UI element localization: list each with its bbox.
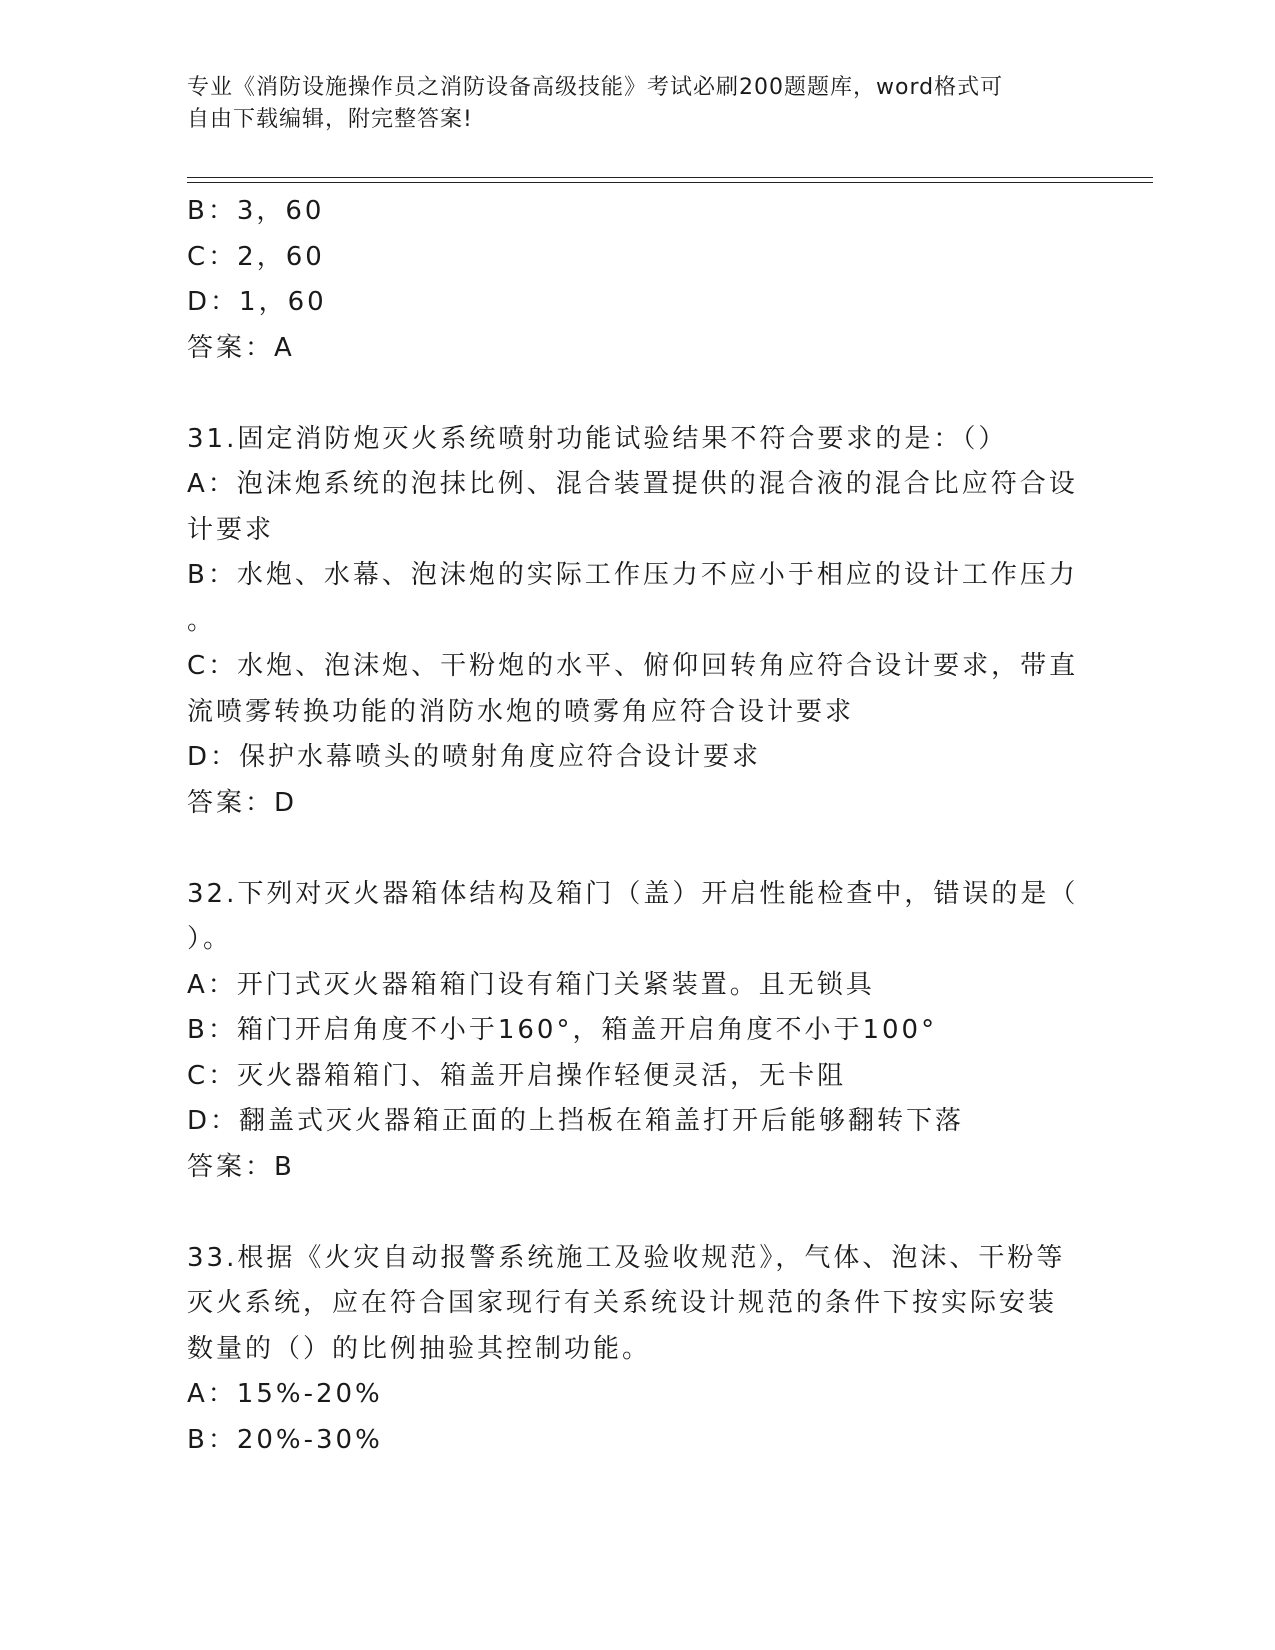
option-a-line-2: 计要求: [187, 514, 275, 545]
page-header: [187, 72, 1067, 136]
option-b: B：3，60: [187, 196, 325, 226]
question-31: [187, 417, 1079, 827]
header-line-1: 专业《消防设施操作员之消防设备高级技能》考试必刷200题题库，word格式可: [187, 75, 1004, 100]
question-30-tail: [187, 189, 1067, 371]
header-rule-bottom: [187, 182, 1153, 183]
option-c: C：灭火器箱箱门、箱盖开启操作轻便灵活，无卡阻: [187, 1060, 847, 1091]
option-c-line-1: C：水炮、泡沫炮、干粉炮的水平、俯仰回转角应符合设计要求，带直: [187, 651, 1079, 681]
question-32: [187, 872, 1079, 1191]
spacer: [187, 371, 1067, 417]
answer: 答案：A: [187, 332, 295, 363]
question-stem-line-1: 32.下列对灭火器箱体结构及箱门（盖）开启性能检查中，错误的是（: [187, 878, 1079, 909]
question-33: [187, 1236, 1067, 1464]
option-d: D：翻盖式灭火器箱正面的上挡板在箱盖打开后能够翻转下落: [187, 1106, 965, 1136]
spacer: [187, 1190, 1067, 1236]
spacer: [187, 826, 1067, 872]
answer: 答案：B: [187, 1151, 295, 1182]
question-stem-line-3: 数量的（）的比例抽验其控制功能。: [187, 1333, 652, 1364]
header-line-2: 自由下载编辑，附完整答案!: [187, 107, 473, 132]
question-stem-line-2: ）。: [187, 924, 233, 954]
question-stem-line-1: 33.根据《火灾自动报警系统施工及验收规范》，气体、泡沫、干粉等: [187, 1242, 1066, 1273]
option-c-line-2: 流喷雾转换功能的消防水炮的喷雾角应符合设计要求: [187, 696, 855, 727]
option-b-line-2: 。: [187, 605, 217, 636]
answer: 答案：D: [187, 787, 298, 818]
option-a-line-1: A：泡沫炮系统的泡抹比例、混合装置提供的混合液的混合比应符合设: [187, 469, 1078, 499]
question-stem: 31.固定消防炮灭火系统喷射功能试验结果不符合要求的是：（）: [187, 423, 1008, 454]
header-rule-top: [187, 177, 1153, 178]
question-content: [187, 189, 1079, 1463]
option-b: B：箱门开启角度不小于160°，箱盖开启角度不小于100°: [187, 1015, 938, 1045]
question-stem-line-2: 灭火系统，应在符合国家现行有关系统设计规范的条件下按实际安装: [187, 1288, 1058, 1318]
option-b: B：20%-30%: [187, 1424, 383, 1455]
option-d: D：保护水幕喷头的喷射角度应符合设计要求: [187, 742, 762, 772]
option-b-line-1: B：水炮、水幕、泡沫炮的实际工作压力不应小于相应的设计工作压力: [187, 560, 1078, 590]
option-c: C：2，60: [187, 241, 325, 272]
option-a: A：开门式灭火器箱箱门设有箱门关紧装置。且无锁具: [187, 969, 875, 1000]
option-d: D：1，60: [187, 287, 327, 317]
option-a: A：15%-20%: [187, 1379, 383, 1409]
